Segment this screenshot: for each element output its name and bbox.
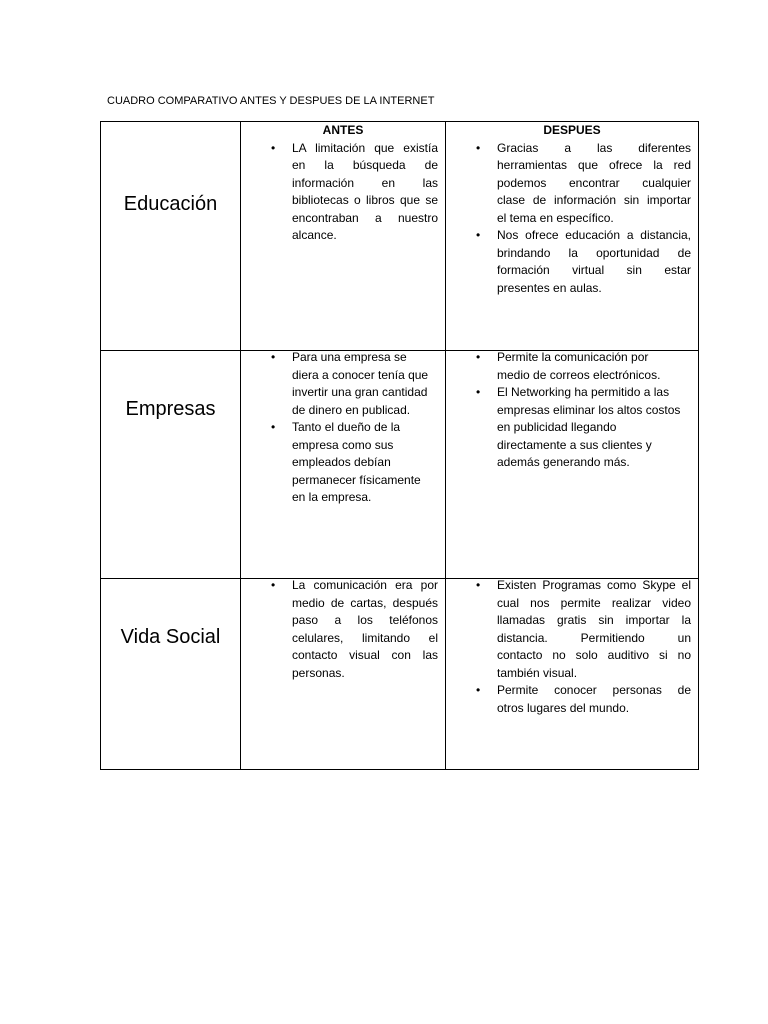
text-line: el tema en específico. xyxy=(497,210,614,225)
text-line: medio de cartas, después xyxy=(292,595,438,610)
text-line: además generando más. xyxy=(497,455,630,469)
text-line: de dinero en publicad. xyxy=(292,402,411,417)
text-line: empresas eliminar los altos costos xyxy=(497,402,681,417)
bullet-icon: • xyxy=(476,351,481,364)
bullet-icon: • xyxy=(476,385,481,399)
cell-empresas-label xyxy=(101,351,241,579)
column-header-antes: ANTES xyxy=(322,123,364,137)
text-line: medio de correos electrónicos. xyxy=(497,367,661,382)
bullet-icon: • xyxy=(476,228,481,242)
text-line: directamente a sus clientes y xyxy=(497,437,652,452)
bullet-list xyxy=(446,140,698,298)
text-line: diera a conocer tenía que xyxy=(292,367,429,382)
text-line: Tanto el dueño de la xyxy=(292,420,401,434)
text-line: La comunicación era por xyxy=(292,579,438,592)
text-line: brindando la oportunidad de xyxy=(497,245,691,260)
cell-educacion-label xyxy=(101,122,241,351)
text-line: El Networking ha permitido a las xyxy=(497,385,670,399)
bullet-icon: • xyxy=(476,579,481,592)
bullet-item xyxy=(476,579,691,682)
bullet-list xyxy=(446,579,698,717)
bullet-item xyxy=(476,351,691,384)
text-line: en la búsqueda de xyxy=(292,158,438,172)
text-line: Para una empresa se xyxy=(292,351,407,364)
bullet-icon: • xyxy=(271,140,276,155)
text-line: invertir una gran cantidad xyxy=(292,385,428,399)
bullet-item xyxy=(476,384,691,472)
text-line: empleados debían xyxy=(292,455,391,469)
text-line: empresa como sus xyxy=(292,437,394,452)
text-line: otros lugares del mundo. xyxy=(497,700,630,715)
bullet-item xyxy=(271,351,438,419)
text-line: Gracias a las diferentes xyxy=(497,140,691,155)
bullet-list xyxy=(241,140,445,245)
text-line: también visual. xyxy=(497,665,578,680)
text-line: contacto no solo auditivo si no xyxy=(497,648,691,662)
column-header-despues: DESPUES xyxy=(543,123,601,137)
bullet-item xyxy=(271,579,438,682)
bullet-list xyxy=(241,579,445,682)
text-line: distancia. Permitiendo un xyxy=(497,630,691,645)
text-line: información en las xyxy=(292,175,438,190)
text-line: clase de información sin importar xyxy=(497,193,691,207)
text-line: LA limitación que existía xyxy=(292,140,438,155)
text-line: cual nos permite realizar video xyxy=(497,595,691,610)
text-line: Nos ofrece educación a distancia, xyxy=(497,228,691,242)
text-line: Existen Programas como Skype el xyxy=(497,579,691,592)
bullet-item xyxy=(476,140,691,228)
cell-empresas-antes xyxy=(241,351,446,579)
text-line: contacto visual con las xyxy=(292,648,438,662)
bullet-list xyxy=(446,351,698,472)
bullet-icon: • xyxy=(271,579,276,592)
cell-educacion-antes xyxy=(241,122,446,351)
text-line: llamadas gratis sin importar la xyxy=(497,613,691,627)
cell-vida-social-label xyxy=(101,579,241,769)
comparison-table xyxy=(100,121,699,770)
text-line: podemos encontrar cualquier xyxy=(497,175,691,190)
row-label-vida-social: Vida Social xyxy=(120,626,221,648)
text-line: encontraban a nuestro xyxy=(292,210,438,225)
bullet-item xyxy=(476,682,691,717)
bullet-item xyxy=(476,227,691,297)
cell-empresas-despues xyxy=(446,351,698,579)
bullet-item xyxy=(271,140,438,245)
text-line: celulares, limitando el xyxy=(292,630,438,645)
text-line: Permite conocer personas de xyxy=(497,683,691,697)
bullet-icon: • xyxy=(271,351,276,364)
cell-educacion-despues xyxy=(446,122,698,351)
text-line: en la empresa. xyxy=(292,490,372,504)
row-label-educacion: Educación xyxy=(123,193,218,215)
text-line: presentes en aulas. xyxy=(497,280,602,295)
text-line: alcance. xyxy=(292,228,337,242)
text-line: bibliotecas o libros que se xyxy=(292,193,438,207)
bullet-icon: • xyxy=(476,140,481,155)
bullet-item xyxy=(271,419,438,507)
text-line: formación virtual sin estar xyxy=(497,263,691,277)
text-line: paso a los teléfonos xyxy=(292,613,438,627)
text-line: Permite la comunicación por xyxy=(497,351,649,364)
document-title: CUADRO COMPARATIVO ANTES Y DESPUES DE LA INTERNET xyxy=(107,95,435,107)
text-line: herramientas que ofrece la red xyxy=(497,158,691,172)
text-line: permanecer físicamente xyxy=(292,472,421,487)
bullet-list xyxy=(241,351,445,507)
cell-vida-social-despues xyxy=(446,579,698,769)
cell-vida-social-antes xyxy=(241,579,446,769)
text-line: personas. xyxy=(292,665,345,680)
bullet-icon: • xyxy=(476,683,481,697)
row-label-empresas: Empresas xyxy=(125,398,216,420)
bullet-icon: • xyxy=(271,420,276,434)
text-line: en publicidad llegando xyxy=(497,420,617,434)
